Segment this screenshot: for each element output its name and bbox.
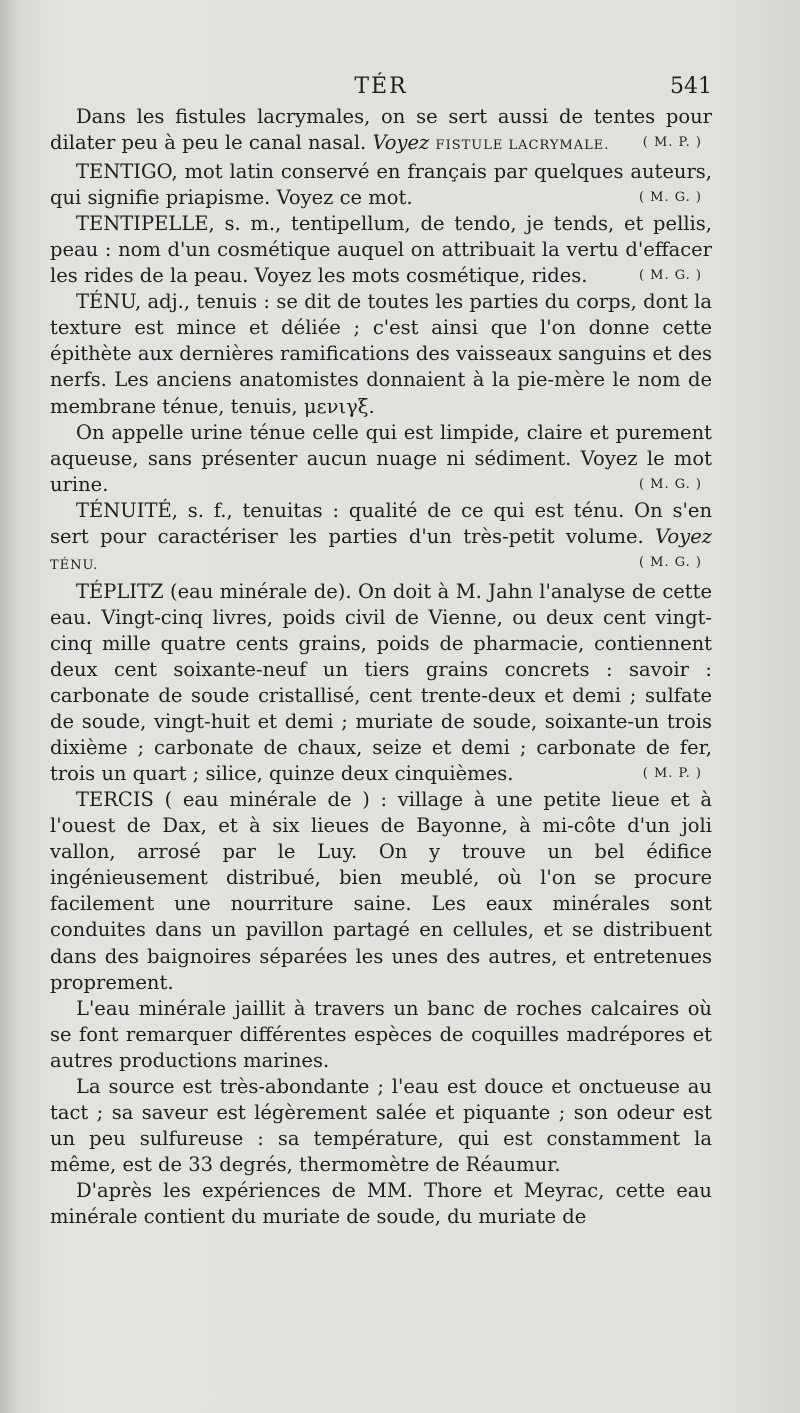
headword: TENTIGO (76, 160, 172, 184)
entry-paragraph (50, 1074, 712, 1178)
paragraph-text: , mot latin conservé en français par quelques auteurs, qui signifie priapisme. Voyez ce mot. (50, 160, 712, 210)
page-number: 541 (670, 74, 712, 99)
author-signature: ( M. G. ) (638, 476, 702, 492)
paragraph-text: (eau minérale de). On doit à M. Jahn l'analyse de cette eau. Vingt-cinq livres, poids civil de Vienne, ou deux cent vingt-cinq mille quatre cents grains, poids de pharmacie, contiennent deux cent soixante-neuf un tiers grains concrets : savoir : carbonate de soude cristallisé, cent trente-deux et demi ; sulfate de soude, vingt-huit et demi ; muriate de soude, soixante-un trois dixième ; carbonate de chaux, seize et demi ; carbonate de fer, trois un quart ; silice, quinze deux cinquièmes. (50, 579, 712, 786)
author-signature: ( M. G. ) (638, 268, 702, 284)
page-header (50, 74, 712, 106)
paragraph-text: Dans les fistules lacrymales, on se sert aussi de tentes pour dilater peu à peu le canal nasal. (50, 105, 712, 155)
author-signature: ( M. G. ) (638, 190, 702, 206)
paragraph-text: , adj., tenuis : se dit de toutes les parties du corps, dont la texture est mince et déliée ; c'est ainsi que l'on donne cette épithète aux dernières ramifications des vaisseaux sanguins et des nerfs. Les anciens anatomistes donnaient à la pie-mère le nom de membrane ténue, tenuis, μενιγξ. (50, 290, 712, 418)
headword: TENTIPELLE (76, 212, 209, 236)
cross-reference: FISTULE LACRYMALE. (435, 138, 610, 154)
author-signature: ( M. P. ) (642, 766, 702, 782)
see-reference: Voyez (372, 131, 430, 155)
entry-paragraph (50, 420, 712, 498)
headword: TÉPLITZ (76, 579, 164, 603)
entry-paragraph (50, 289, 712, 419)
headword: TÉNU (76, 290, 135, 314)
entry-paragraph (50, 104, 712, 159)
entry-paragraph (50, 1178, 712, 1230)
entry-paragraph (50, 996, 712, 1074)
dictionary-text (50, 104, 712, 1230)
headword: TERCIS (76, 788, 154, 812)
paragraph-text: , s. f., tenuitas : qualité de ce qui est ténu. On s'en sert pour caractériser les parties d'un très-petit volume. (50, 498, 712, 548)
author-signature: ( M. P. ) (642, 135, 702, 151)
paragraph-text: ( eau minérale de ) : village à une petite lieue et à l'ouest de Dax, et à six lieues de Bayonne, à mi-côte d'un joli vallon, arrosé par le Luy. On y trouve un bel édifice ingénieusement distribué, bien meublé, où l'on se procure facilement une nourriture saine. Les eaux minérales sont conduites dans un pavillon partagé en cellules, et se distribuent dans des baignoires séparées les unes des autres, et entretenues proprement. (50, 788, 712, 994)
author-signature: ( M. G. ) (638, 554, 702, 570)
running-head: TÉR (354, 74, 408, 99)
cross-reference: TÉNU. (50, 557, 99, 573)
see-reference: Voyez (655, 524, 713, 548)
entry-paragraph (50, 498, 712, 579)
paragraph-text: L'eau minérale jaillit à travers un banc de roches calcaires où se font remarquer différentes espèces de coquilles madrépores et autres productions marines. (50, 996, 712, 1072)
entry-paragraph (50, 211, 712, 289)
entry-paragraph (50, 579, 712, 787)
entry-paragraph (50, 787, 712, 995)
paragraph-text: , s. m., tentipellum, de tendo, je tends, et pellis, peau : nom d'un cosmétique auquel on attribuait la vertu d'effacer les rides de la peau. Voyez les mots cosmétique, rides. (50, 212, 712, 288)
headword: TÉNUITÉ (76, 498, 172, 522)
paragraph-text: On appelle urine ténue celle qui est limpide, claire et purement aqueuse, sans présenter aucun nuage ni sédiment. Voyez le mot urine. (50, 420, 712, 496)
paragraph-text: La source est très-abondante ; l'eau est douce et onctueuse au tact ; sa saveur est légèrement salée et piquante ; son odeur est un peu sulfureuse : sa température, qui est constamment la même, est de 33 degrés, thermomètre de Réaumur. (50, 1074, 712, 1176)
entry-paragraph (50, 159, 712, 211)
paragraph-text: D'après les expériences de MM. Thore et Meyrac, cette eau minérale contient du muriate de soude, du muriate de (50, 1178, 712, 1228)
